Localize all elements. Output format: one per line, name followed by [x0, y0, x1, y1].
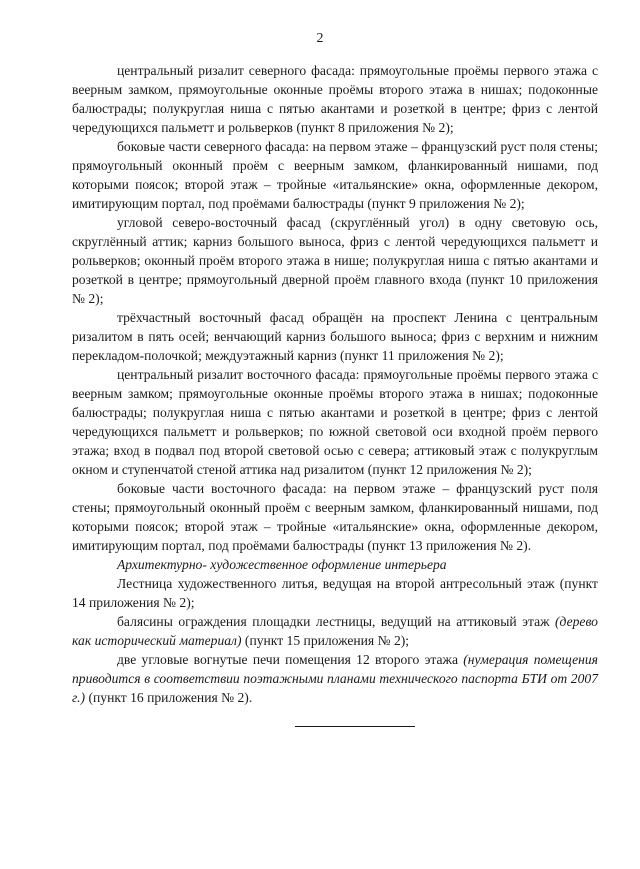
paragraph-tail: (пункт 15 приложения № 2);	[244, 633, 410, 648]
paragraph-text: центральный ризалит северного фасада: прямоугольные проёмы первого этажа с веерным замком, прямоугольные оконные проёмы второго этажа в нишах; подоконные балюстрады; полукруглая ниша с пятью акантами и розеткой в центре; фриз с лентой чередующихся пальметт и рольверков (пункт 8 приложения № 2);	[72, 63, 598, 135]
paragraph-text: угловой северо-восточный фасад (скруглённый угол) в одну световую ось, скруглённый аттик; карниз большого выноса, фриз с лентой чередующихся пальметт и рольверков; оконный проём второго этажа в нише; полукруглая ниша с пятью акантами и розеткой в центре; прямоугольный дверной проём главного входа (пункт 10 приложения № 2);	[72, 215, 598, 306]
paragraph-north-central-risalit	[72, 61, 598, 137]
paragraph-east-facade	[72, 308, 598, 365]
paragraph-text: центральный ризалит восточного фасада: прямоугольные проёмы первого этажа с веерным замком; прямоугольные оконные проёмы второго этажа в нишах; подоконные балюстрады; полукруглая ниша с пятью акантами и розеткой в центре; фриз с лентой чередующихся пальметт и рольверков; по южной световой оси входной проём первого этажа; вход в подвал под второй световой осью с севера; аттиковый этаж с полукруглым окном и ступенчатой стеной аттика над ризалитом (пункт 12 приложения № 2);	[72, 367, 598, 477]
paragraph-italic-note: (дерево как исторический материал)	[72, 614, 598, 648]
paragraph-north-side-parts	[72, 137, 598, 213]
paragraph-text: балясины ограждения площадки лестницы, ведущий на аттиковый этаж	[117, 614, 550, 629]
paragraph-text: Лестница художественного литья, ведущая на второй антресольный этаж (пункт 14 приложения № 2);	[72, 576, 598, 610]
paragraph-text: боковые части восточного фасада: на первом этаже – французский руст поля стены; прямоугольный оконный проём с веерным замком, фланкированный нишами, под которыми поясок; второй этаж – тройные «итальянские» окна, оформленные декором, имитирующим портал, под проёмами балюстрады (пункт 13 приложения № 2).	[72, 481, 598, 553]
paragraph-east-side-parts	[72, 479, 598, 555]
document-body	[72, 61, 598, 707]
paragraph-text: трёхчастный восточный фасад обращён на проспект Ленина с центральным ризалитом в пять осей; венчающий карниз большого выноса; фриз с верхним и нижним перекладом-полочкой; междуэтажный карниз (пункт 11 приложения № 2);	[72, 310, 598, 363]
section-heading-text: Архитектурно- художественное оформление интерьера	[117, 557, 447, 572]
section-heading-interior	[72, 555, 598, 574]
paragraph-stoves	[72, 650, 598, 707]
paragraph-balusters	[72, 612, 598, 650]
paragraph-italic-note: (нумерация помещения приводится в соответствии поэтажными планами технического паспорта БТИ от 2007 г.)	[72, 652, 598, 705]
paragraph-tail: (пункт 16 приложения № 2).	[88, 690, 253, 705]
page-number: 2	[316, 31, 324, 46]
paragraph-text: боковые части северного фасада: на первом этаже – французский руст поля стены; прямоугольный оконный проём с веерным замком, фланкированный нишами, под которыми поясок; второй этаж – тройные «итальянские» окна, оформленные декором, имитирующим портал, под проёмами балюстрады (пункт 9 приложения № 2);	[72, 139, 598, 211]
paragraph-northeast-corner	[72, 213, 598, 308]
paragraph-text: две угловые вогнутые печи помещения 12 второго этажа	[117, 652, 458, 667]
end-separator-line	[295, 726, 415, 727]
paragraph-east-central-risalit	[72, 365, 598, 479]
paragraph-staircase	[72, 574, 598, 612]
